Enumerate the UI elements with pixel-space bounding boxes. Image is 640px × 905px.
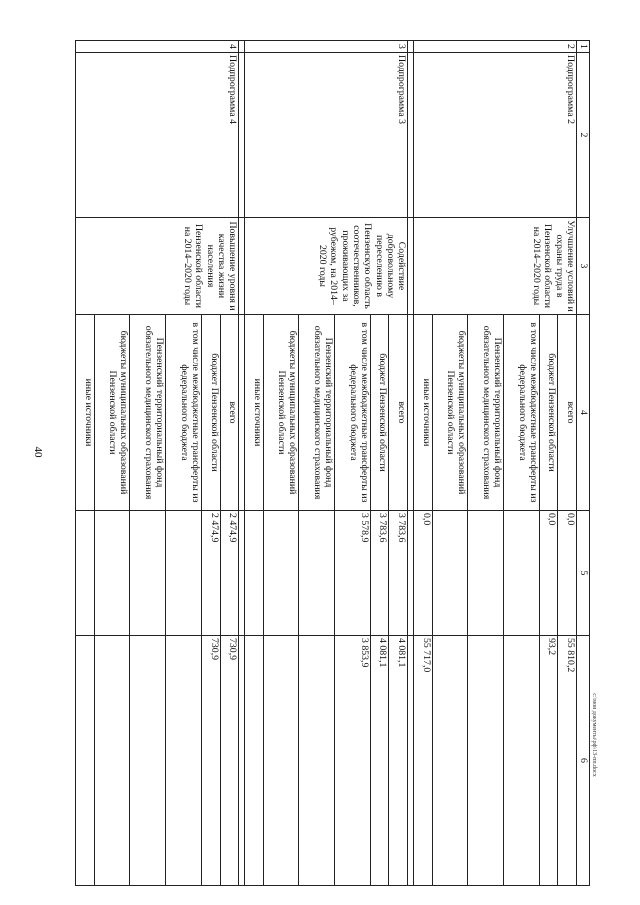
table-row — [558, 41, 577, 886]
separator-cell — [239, 636, 245, 886]
separator-cell — [408, 218, 414, 315]
subprogram-goal: Повышение уровня и качества жизни населения Пензенской области на 2014–2020 годы — [76, 218, 239, 315]
table-row — [389, 41, 408, 886]
value-col5 — [130, 511, 166, 636]
value-col5: 3 783,6 — [370, 511, 389, 636]
funding-source: Пензенский территориальный фонд обязательного медицинского страхования — [130, 315, 166, 511]
funding-source: иные источники — [76, 315, 95, 511]
separator-cell — [239, 41, 245, 53]
row-number: 3 — [245, 41, 408, 53]
value-col5: 3 783,6 — [389, 511, 408, 636]
separator-cell — [408, 53, 414, 218]
funding-source: всего — [558, 315, 577, 511]
separator-cell — [408, 511, 414, 636]
funding-table-grid — [75, 40, 590, 886]
value-col6: 93,2 — [539, 636, 558, 886]
header-cell: 4 — [577, 315, 590, 511]
funding-source: иные источники — [414, 315, 433, 511]
value-col5 — [468, 511, 504, 636]
value-col6: 55 810,2 — [558, 636, 577, 886]
value-col6: 55 717,0 — [414, 636, 433, 886]
value-col6 — [299, 636, 335, 886]
value-col5: 0,0 — [539, 511, 558, 636]
separator-cell — [239, 511, 245, 636]
funding-source: иные источники — [245, 315, 264, 511]
value-col6 — [468, 636, 504, 886]
subprogram-goal: Содействие добровольному переселению в Пензенскую область соотечественников, проживающих за рубежом, на 2014–2020 годы — [245, 218, 408, 315]
value-col5 — [245, 511, 264, 636]
section-separator — [239, 41, 245, 886]
separator-cell — [239, 315, 245, 511]
value-col6: 730,9 — [201, 636, 220, 886]
separator-cell — [239, 53, 245, 218]
value-col6: 4 081,1 — [389, 636, 408, 886]
header-cell: 1 — [577, 41, 590, 53]
value-col5 — [94, 511, 130, 636]
header-cell: 2 — [577, 53, 590, 218]
value-col5 — [299, 511, 335, 636]
header-cell: 5 — [577, 511, 590, 636]
funding-source: Пензенский территориальный фонд обязательного медицинского страхования — [468, 315, 504, 511]
value-col5: 0,0 — [558, 511, 577, 636]
value-col6 — [245, 636, 264, 886]
value-col5 — [76, 511, 95, 636]
row-number: 4 — [76, 41, 239, 53]
separator-cell — [408, 41, 414, 53]
separator-cell — [408, 315, 414, 511]
subprogram-goal: Улучшение условий и охраны труда в Пензенской области на 2014–2020 годы — [414, 218, 577, 315]
value-col6 — [76, 636, 95, 886]
funding-source: бюджеты муниципальных образований Пензенской области — [432, 315, 468, 511]
value-col6 — [94, 636, 130, 886]
value-col5 — [166, 511, 202, 636]
table-rotated-container — [75, 40, 590, 885]
row-number: 2 — [414, 41, 577, 53]
funding-source: бюджеты муниципальных образований Пензенской области — [94, 315, 130, 511]
header-row — [577, 41, 590, 886]
funding-source: бюджеты муниципальных образований Пензенской области — [263, 315, 299, 511]
value-col6: 3 853,9 — [335, 636, 371, 886]
separator-cell — [239, 218, 245, 315]
value-col6: 4 081,1 — [370, 636, 389, 886]
table-row — [220, 41, 239, 886]
funding-source: в том числе межбюджетные трансферты из федерального бюджета — [335, 315, 371, 511]
section-separator — [408, 41, 414, 886]
funding-source: Пензенский территориальный фонд обязательного медицинского страхования — [299, 315, 335, 511]
value-col6 — [166, 636, 202, 886]
subprogram-name: Подпрограмма 4 — [76, 53, 239, 218]
value-col6: 730,9 — [220, 636, 239, 886]
funding-source: всего — [220, 315, 239, 511]
value-col6 — [130, 636, 166, 886]
value-col6 — [263, 636, 299, 886]
value-col5 — [432, 511, 468, 636]
funding-table — [75, 40, 590, 885]
value-col5: 2 474,9 — [201, 511, 220, 636]
header-cell: 3 — [577, 218, 590, 315]
funding-source: бюджет Пензенской области — [539, 315, 558, 511]
subprogram-name: Подпрограмма 2 — [414, 53, 577, 218]
value-col6 — [504, 636, 540, 886]
funding-source: в том числе межбюджетные трансферты из федерального бюджета — [504, 315, 540, 511]
funding-source: всего — [389, 315, 408, 511]
footer-file-path: c:\мои документы\рф\13-пп.docx — [591, 693, 597, 777]
value-col6 — [432, 636, 468, 886]
value-col5 — [504, 511, 540, 636]
value-col5: 2 474,9 — [220, 511, 239, 636]
table-body — [76, 41, 590, 886]
value-col5 — [263, 511, 299, 636]
funding-source: в том числе межбюджетные трансферты из федерального бюджета — [166, 315, 202, 511]
subprogram-name: Подпрограмма 3 — [245, 53, 408, 218]
funding-source: бюджет Пензенской области — [370, 315, 389, 511]
separator-cell — [408, 636, 414, 886]
page-number: 40 — [32, 446, 44, 458]
header-cell: 6 — [577, 636, 590, 886]
value-col5: 0,0 — [414, 511, 433, 636]
value-col5: 3 578,9 — [335, 511, 371, 636]
funding-source: бюджет Пензенской области — [201, 315, 220, 511]
